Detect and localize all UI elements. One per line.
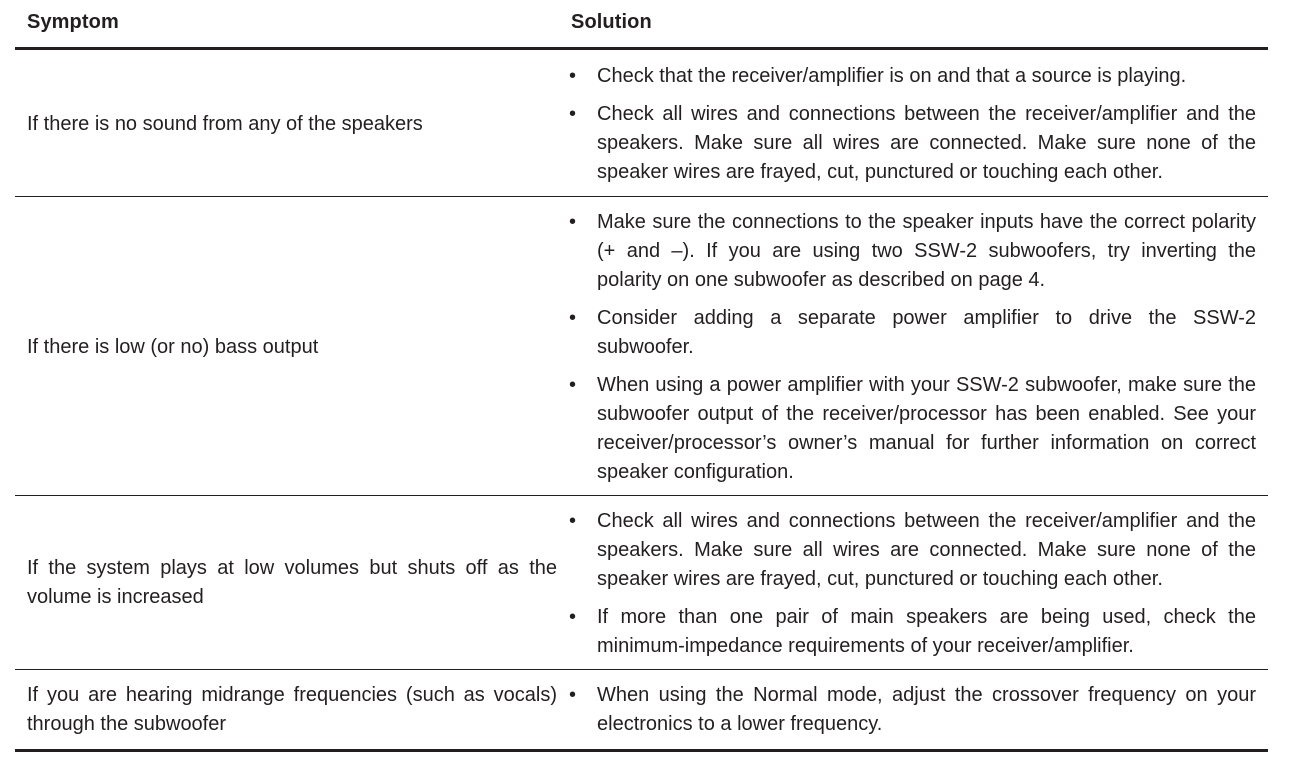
symptom-cell: If you are hearing midrange frequencies (such as vocals) through the subwoofer	[27, 684, 557, 735]
solution-item	[569, 304, 1256, 362]
solution-text: If more than one pair of main speakers are being used, check the minimum-impedance requirements of your receiver/amplifier.	[597, 606, 1256, 657]
table-row	[15, 496, 1268, 670]
troubleshooting-table	[15, 0, 1268, 752]
bullet-icon: •	[569, 684, 577, 706]
bullet-icon: •	[569, 510, 577, 532]
solution-cell	[569, 681, 1256, 748]
solution-item	[569, 603, 1256, 661]
bullet-icon: •	[569, 211, 577, 233]
solution-item	[569, 681, 1256, 739]
symptom-column-header: Symptom	[27, 11, 119, 33]
solution-column-header: Solution	[571, 11, 652, 33]
solution-text: Check all wires and connections between the receiver/amplifier and the speakers. Make sure all wires are connected. Make sure none of the speaker wires are frayed, cut, punctured or touching each other.	[597, 510, 1256, 590]
bullet-icon: •	[569, 65, 577, 87]
solution-text: Check that the receiver/amplifier is on and that a source is playing.	[597, 65, 1187, 87]
table-row	[15, 50, 1268, 197]
symptom-cell: If the system plays at low volumes but shuts off as the volume is increased	[27, 557, 557, 608]
solution-text: When using a power amplifier with your SSW-2 subwoofer, make sure the subwoofer output of the receiver/processor has been enabled. See your receiver/processor’s owner’s manual for further information on correct speaker configuration.	[597, 374, 1256, 483]
solution-item	[569, 62, 1256, 91]
solution-text: Check all wires and connections between the receiver/amplifier and the speakers. Make sure all wires are connected. Make sure none of the speaker wires are frayed, cut, punctured or touching each other.	[597, 103, 1256, 183]
solution-item	[569, 208, 1256, 295]
symptom-cell: If there is no sound from any of the speakers	[27, 113, 423, 135]
bullet-icon: •	[569, 606, 577, 628]
solution-item	[569, 507, 1256, 594]
solution-text: When using the Normal mode, adjust the crossover frequency on your electronics to a lower frequency.	[597, 684, 1256, 735]
bullet-icon: •	[569, 307, 577, 329]
solution-text: Make sure the connections to the speaker inputs have the correct polarity (+ and –). If you are using two SSW-2 subwoofers, try inverting the polarity on one subwoofer as described on page 4.	[597, 211, 1256, 291]
solution-cell	[569, 62, 1256, 196]
solution-cell	[569, 507, 1256, 670]
table-row	[15, 197, 1268, 496]
bullet-icon: •	[569, 103, 577, 125]
solution-item	[569, 100, 1256, 187]
solution-item	[569, 371, 1256, 487]
symptom-cell: If there is low (or no) bass output	[27, 336, 319, 358]
table-row	[15, 670, 1268, 752]
solution-text: Consider adding a separate power amplifier to drive the SSW-2 subwoofer.	[597, 307, 1256, 358]
table-header	[15, 0, 1268, 50]
bullet-icon: •	[569, 374, 577, 396]
solution-cell	[569, 208, 1256, 496]
